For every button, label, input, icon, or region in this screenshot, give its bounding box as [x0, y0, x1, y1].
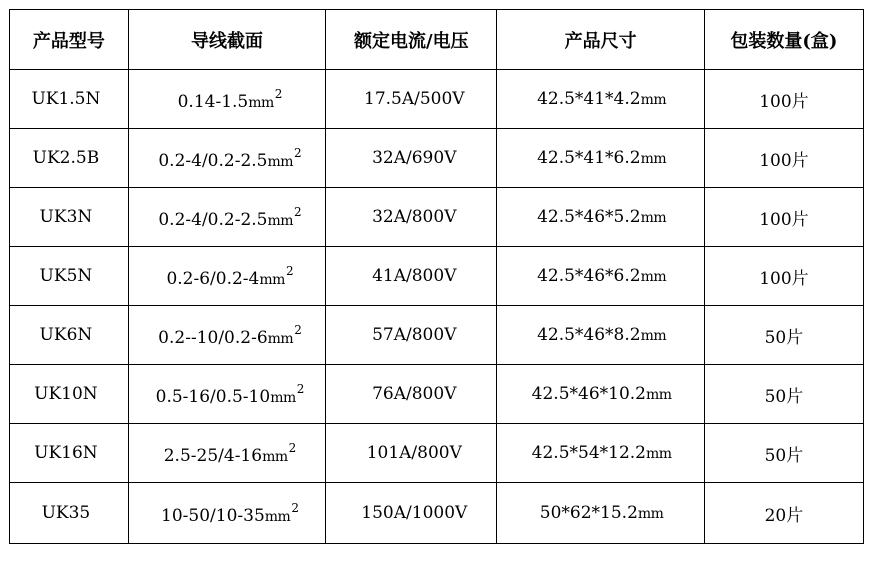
- cell-size: [497, 424, 704, 483]
- rating-text: 101A/800V: [366, 443, 462, 463]
- header-rated-current-voltage: 额定电流/电压: [326, 10, 497, 70]
- table-row: [10, 188, 864, 247]
- model-text: UK5N: [39, 266, 93, 286]
- cell-pack: [704, 247, 863, 306]
- cell-rating: [326, 483, 497, 544]
- header-wire-section: 导线截面: [128, 10, 325, 70]
- table-row: [10, 70, 864, 129]
- cell-pack: [704, 70, 863, 129]
- wire-unit: mm: [264, 508, 291, 525]
- size-text: 42.5*46*8.2: [537, 325, 641, 345]
- wire-unit-superscript: 2: [296, 381, 305, 396]
- wire-unit-superscript: 2: [294, 145, 302, 160]
- wire-range-text: 0.2-4/0.2-2.5: [158, 150, 268, 171]
- size-unit: mm: [640, 269, 667, 285]
- wire-range-text: 0.2-4/0.2-2.5: [158, 209, 268, 230]
- rating-text: 41A/800V: [372, 266, 457, 286]
- cell-model: [10, 70, 129, 129]
- model-text: UK1.5N: [31, 89, 101, 109]
- cell-rating: [326, 188, 497, 247]
- rating-text: 17.5A/500V: [364, 89, 465, 109]
- cell-model: [10, 247, 129, 306]
- cell-rating: [326, 365, 497, 424]
- wire-unit-superscript: 2: [285, 263, 294, 278]
- size-unit: mm: [640, 328, 667, 344]
- pack-text: 50片: [764, 445, 804, 466]
- model-text: UK3N: [39, 207, 93, 227]
- pack-text: 100片: [759, 209, 809, 230]
- cell-pack: [704, 365, 863, 424]
- table-row: [10, 129, 864, 188]
- cell-wire-section: [128, 483, 325, 544]
- table-row: [10, 365, 864, 424]
- cell-wire-section: [128, 306, 325, 365]
- cell-rating: [326, 306, 497, 365]
- cell-size: [497, 129, 704, 188]
- size-text: 42.5*41*4.2: [537, 89, 641, 109]
- pack-text: 100片: [759, 150, 809, 171]
- wire-unit: mm: [270, 389, 296, 406]
- rating-text: 150A/1000V: [361, 503, 468, 523]
- size-unit: mm: [640, 151, 667, 167]
- model-text: UK2.5B: [32, 148, 100, 168]
- cell-size: [497, 483, 704, 544]
- table-row: [10, 247, 864, 306]
- header-model: 产品型号: [10, 10, 129, 70]
- cell-rating: [326, 247, 497, 306]
- wire-unit-superscript: 2: [274, 86, 283, 101]
- cell-wire-section: [128, 365, 325, 424]
- size-unit: mm: [637, 506, 664, 522]
- wire-range-text: 10-50/10-35: [161, 505, 265, 526]
- cell-size: [497, 188, 704, 247]
- cell-wire-section: [128, 70, 325, 129]
- model-text: UK35: [41, 503, 91, 523]
- wire-range-text: 2.5-25/4-16: [163, 445, 263, 466]
- model-text: UK10N: [34, 384, 98, 404]
- cell-wire-section: [128, 424, 325, 483]
- pack-text: 50片: [764, 327, 804, 348]
- cell-wire-section: [128, 129, 325, 188]
- cell-size: [497, 70, 704, 129]
- rating-text: 32A/690V: [372, 148, 457, 168]
- cell-size: [497, 365, 704, 424]
- model-text: UK6N: [39, 325, 93, 345]
- size-text: 42.5*46*5.2: [537, 207, 641, 227]
- cell-pack: [704, 306, 863, 365]
- size-text: 42.5*46*10.2: [531, 384, 646, 404]
- pack-text: 50片: [764, 386, 804, 407]
- cell-pack: [704, 483, 863, 544]
- size-unit: mm: [646, 446, 672, 462]
- cell-model: [10, 424, 129, 483]
- wire-unit-superscript: 2: [291, 500, 299, 515]
- wire-unit: mm: [267, 330, 294, 347]
- cell-pack: [704, 424, 863, 483]
- table-row: [10, 424, 864, 483]
- cell-pack: [704, 129, 863, 188]
- wire-unit-superscript: 2: [288, 440, 297, 455]
- cell-model: [10, 188, 129, 247]
- cell-rating: [326, 129, 497, 188]
- terminal-spec-table: [9, 9, 864, 544]
- wire-unit: mm: [267, 212, 294, 229]
- wire-range-text: 0.2-6/0.2-4: [166, 268, 260, 289]
- size-unit: mm: [640, 92, 667, 108]
- pack-text: 20片: [764, 505, 804, 526]
- cell-rating: [326, 424, 497, 483]
- cell-pack: [704, 188, 863, 247]
- cell-rating: [326, 70, 497, 129]
- pack-text: 100片: [759, 268, 809, 289]
- header-product-size: 产品尺寸: [497, 10, 704, 70]
- wire-range-text: 0.2--10/0.2-6: [158, 327, 268, 348]
- wire-range-text: 0.14-1.5: [177, 91, 249, 112]
- rating-text: 57A/800V: [372, 325, 457, 345]
- cell-model: [10, 306, 129, 365]
- table-row: [10, 483, 864, 544]
- cell-wire-section: [128, 247, 325, 306]
- cell-size: [497, 247, 704, 306]
- rating-text: 76A/800V: [372, 384, 457, 404]
- wire-unit: mm: [248, 94, 274, 111]
- table-row: [10, 306, 864, 365]
- rating-text: 32A/800V: [372, 207, 457, 227]
- header-package-quantity: 包装数量(盒): [704, 10, 863, 70]
- cell-model: [10, 129, 129, 188]
- pack-text: 100片: [759, 91, 809, 112]
- cell-wire-section: [128, 188, 325, 247]
- wire-unit: mm: [267, 153, 294, 170]
- size-unit: mm: [640, 210, 667, 226]
- size-unit: mm: [646, 387, 672, 403]
- wire-unit: mm: [259, 271, 285, 288]
- size-text: 42.5*54*12.2: [531, 443, 646, 463]
- wire-unit: mm: [262, 448, 288, 465]
- cell-size: [497, 306, 704, 365]
- header-row: [10, 10, 864, 70]
- wire-unit-superscript: 2: [294, 322, 302, 337]
- cell-model: [10, 483, 129, 544]
- cell-model: [10, 365, 129, 424]
- model-text: UK16N: [34, 443, 98, 463]
- size-text: 50*62*15.2: [539, 503, 638, 523]
- wire-range-text: 0.5-16/0.5-10: [155, 386, 271, 407]
- size-text: 42.5*46*6.2: [537, 266, 641, 286]
- size-text: 42.5*41*6.2: [537, 148, 641, 168]
- wire-unit-superscript: 2: [294, 204, 302, 219]
